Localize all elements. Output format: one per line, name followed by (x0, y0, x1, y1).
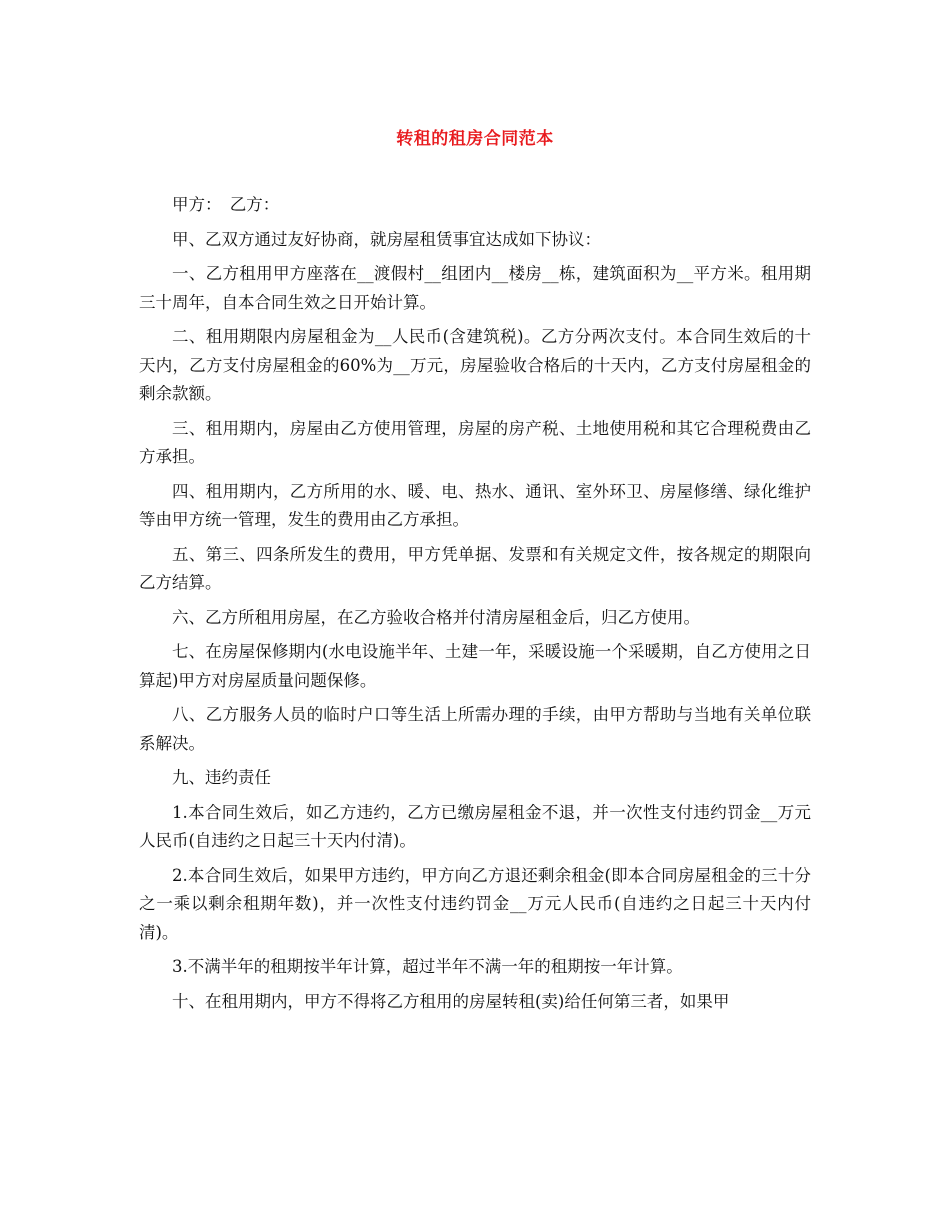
paragraph-clause-9-item-3: 3.不满半年的租期按半年计算，超过半年不满一年的租期按一年计算。 (172, 957, 683, 976)
paragraph-clause-3: 三、租用期内，房屋由乙方使用管理，房屋的房产税、土地使用税和其它合理税费由乙方承担。 (139, 418, 811, 466)
paragraph-clause-9-item-2: 2.本合同生效后，如果甲方违约，甲方向乙方退还剩余租金(即本合同房屋租金的三十分之一乘以剩余租期年数)，并一次性支付违约罚金__万元人民币(自违约之日起三十天内付清)。 (139, 865, 811, 942)
paragraph-clause-1: 一、乙方租用甲方座落在__渡假村__组团内__楼房__栋，建筑面积为__平方米。租用期三十周年，自本合同生效之日开始计算。 (139, 264, 811, 312)
paragraph-clause-10: 十、在租用期内，甲方不得将乙方租用的房屋转租(卖)给任何第三者，如果甲 (172, 991, 730, 1011)
paragraph-preamble: 甲、乙双方通过友好协商，就房屋租赁事宜达成如下协议： (172, 229, 601, 249)
paragraph-clause-8: 八、乙方服务人员的临时户口等生活上所需办理的手续，由甲方帮助与当地有关单位联系解决。 (139, 705, 811, 753)
paragraph-clause-9-heading: 九、违约责任 (172, 768, 271, 787)
document-body (139, 191, 811, 1022)
paragraph-clause-4: 四、租用期内，乙方所用的水、暖、电、热水、通讯、室外环卫、房屋修缮、绿化维护等由甲方统一管理，发生的费用由乙方承担。 (139, 481, 811, 529)
paragraph-clause-9-item-1: 1.本合同生效后，如乙方违约，乙方已缴房屋租金不退，并一次性支付违约罚金__万元人民币(自违约之日起三十天内付清)。 (139, 802, 811, 850)
paragraph-clause-7: 七、在房屋保修期内(水电设施半年、土建一年，采暖设施一个采暖期，自乙方使用之日算起)甲方对房屋质量问题保修。 (139, 642, 811, 690)
paragraph-clause-6: 六、乙方所租用房屋，在乙方验收合格并付清房屋租金后，归乙方使用。 (172, 607, 700, 627)
paragraph-parties: 甲方： 乙方： (172, 195, 280, 214)
document-title: 转租的租房合同范本 (396, 129, 554, 149)
paragraph-clause-2: 二、租用期限内房屋租金为__人民币(含建筑税)。乙方分两次支付。本合同生效后的十天内，乙方支付房屋租金的60%为__万元，房屋验收合格后的十天内，乙方支付房屋租金的剩余款额。 (139, 327, 811, 403)
paragraph-clause-5: 五、第三、四条所发生的费用，甲方凭单据、发票和有关规定文件，按各规定的期限向乙方结算。 (139, 544, 811, 592)
